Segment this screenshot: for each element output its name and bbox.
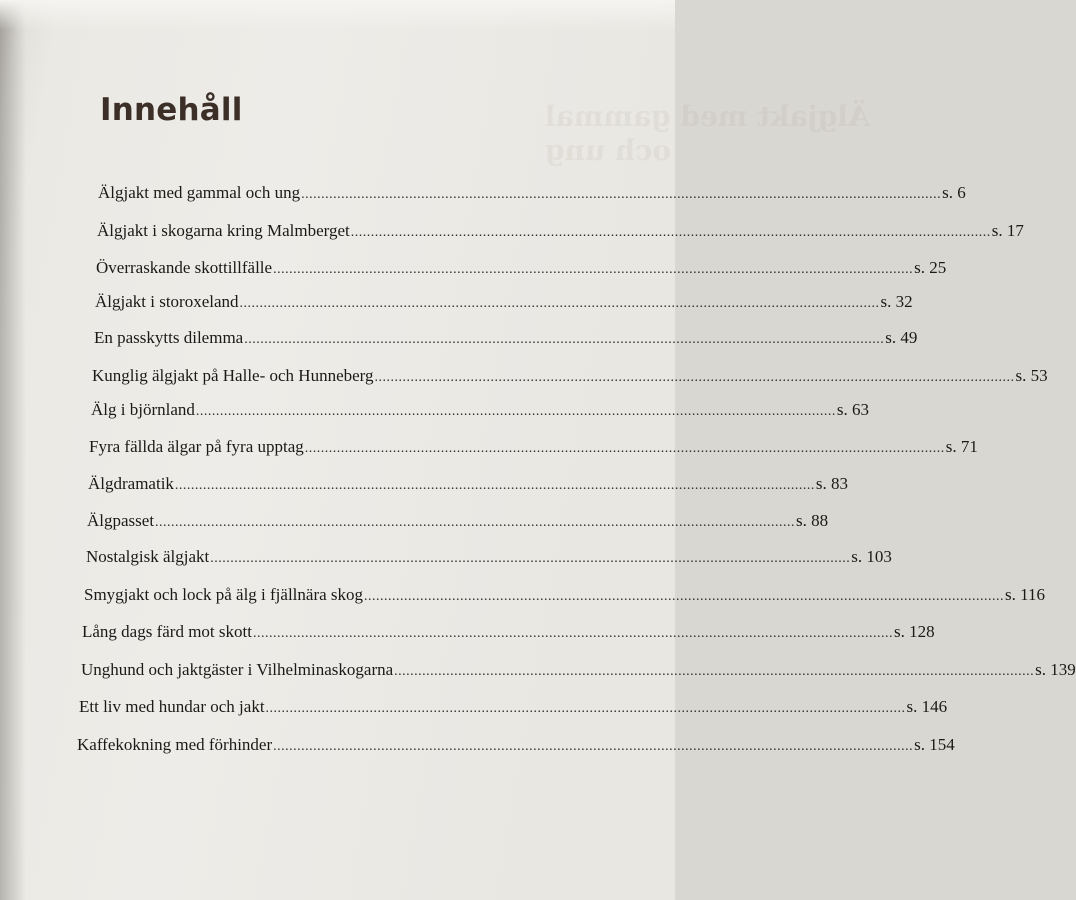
toc-entry-title: Älgjakt i storoxeland (95, 292, 239, 311)
toc-entry-title: Kaffekokning med förhinder (77, 735, 273, 754)
toc-entry (77, 735, 955, 755)
toc-entry-page: s. 49 (885, 328, 918, 347)
toc-dot-leader (253, 626, 893, 642)
toc-entry (81, 660, 1076, 680)
toc-entry-page: s. 17 (991, 221, 1024, 240)
toc-entry-page: s. 128 (893, 622, 935, 641)
toc-dot-leader (301, 187, 941, 203)
toc-entry (95, 292, 913, 312)
toc-dot-leader (244, 332, 884, 348)
toc-entry (79, 697, 948, 717)
toc-dot-leader (394, 664, 1034, 680)
toc-dot-leader (155, 515, 795, 531)
toc-entry-page: s. 139 (1035, 660, 1076, 679)
toc-entry-page: s. 63 (836, 400, 870, 419)
toc-dot-leader (273, 262, 913, 278)
toc-entry-title: Kunglig älgjakt på Halle- och Hunneberg (92, 366, 374, 385)
toc-entry-title: Älgdramatik (88, 474, 174, 493)
toc-dot-leader (375, 370, 1015, 386)
toc-dot-leader (364, 589, 1004, 605)
toc-entry-title: Ett liv med hundar och jakt (79, 697, 265, 716)
toc-dot-leader (175, 478, 815, 494)
toc-dot-leader (351, 225, 991, 241)
toc-entry (88, 474, 849, 494)
toc-entry (91, 400, 870, 420)
toc-entry-page: s. 25 (914, 258, 947, 277)
toc-entry-title: En passkytts dilemma (94, 328, 244, 347)
toc-entry (86, 547, 892, 567)
toc-entry-title: Älgpasset (87, 511, 155, 530)
toc-entry-page: s. 32 (880, 292, 913, 311)
toc-entry-page: s. 103 (851, 547, 892, 566)
toc-entry (92, 366, 1048, 386)
toc-entry-page: s. 71 (945, 437, 978, 456)
toc-entry (89, 437, 978, 457)
toc-entry-title: Överraskande skottillfälle (96, 258, 273, 277)
toc-entry (94, 328, 918, 348)
page-title: Innehåll (100, 92, 243, 128)
toc-entry (96, 258, 947, 278)
toc-entry-title: Unghund och jaktgäster i Vilhelminaskogarna (81, 660, 394, 679)
toc-entry (97, 221, 1024, 241)
toc-dot-leader (240, 296, 880, 312)
toc-entry-page: s. 88 (796, 511, 829, 530)
bleed-through-text: Älgjakt med gammal och ung (545, 100, 870, 167)
toc-dot-leader (210, 551, 850, 567)
toc-entry-title: Lång dags färd mot skott (82, 622, 252, 641)
toc-entry (84, 585, 1046, 605)
toc-entry-page: s. 83 (815, 474, 849, 493)
toc-entry-page: s. 116 (1005, 585, 1046, 604)
toc-dot-leader (273, 739, 913, 755)
toc-entry-page: s. 154 (914, 735, 955, 754)
toc-dot-leader (305, 441, 945, 457)
toc-entry (98, 183, 966, 203)
toc-entry (82, 622, 935, 642)
toc-entry-title: Nostalgisk älgjakt (86, 547, 210, 566)
toc-entry-page: s. 53 (1015, 366, 1048, 385)
toc-entry-title: Älg i björnland (91, 400, 195, 419)
toc-dot-leader (196, 404, 836, 420)
toc-entry-title: Älgjakt i skogarna kring Malmberget (97, 221, 350, 240)
toc-entry-title: Fyra fällda älgar på fyra upptag (89, 437, 304, 456)
toc-entry-page: s. 6 (942, 183, 966, 202)
toc-entry-title: Smygjakt och lock på älg i fjällnära skog (84, 585, 364, 604)
toc-entry-page: s. 146 (906, 697, 948, 716)
toc-dot-leader (266, 701, 906, 717)
toc-entry (87, 511, 829, 531)
toc-entry-title: Älgjakt med gammal och ung (98, 183, 301, 202)
